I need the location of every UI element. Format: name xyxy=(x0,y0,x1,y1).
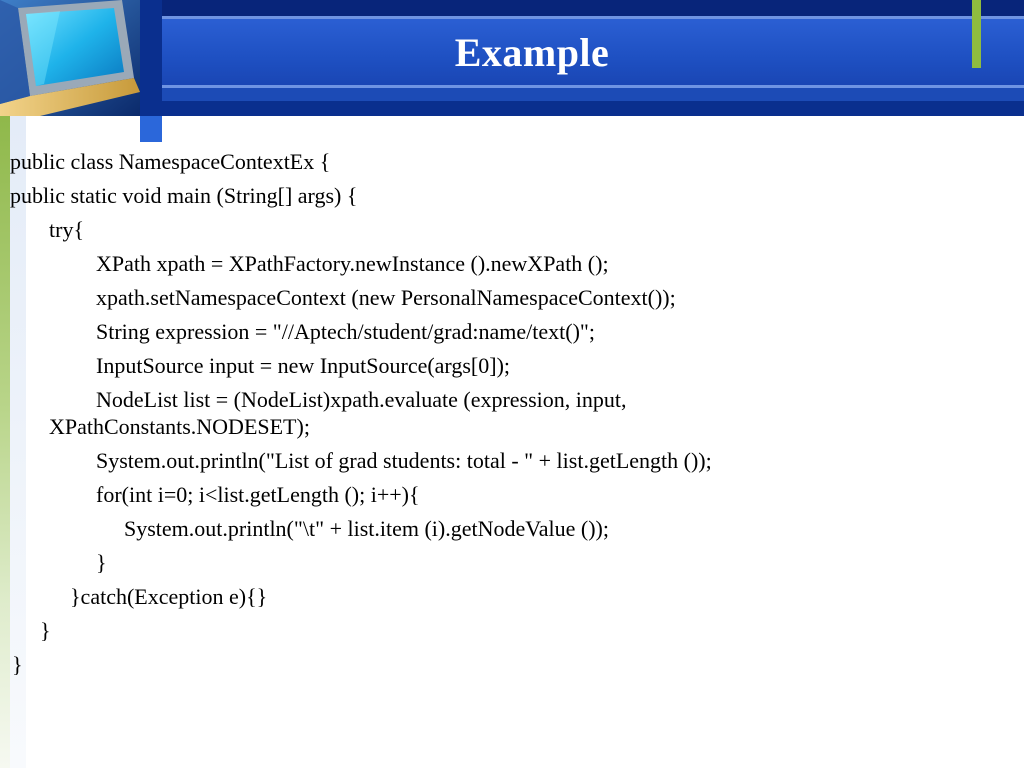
code-line: System.out.println("List of grad students: total - " + list.getLength ()); xyxy=(96,448,712,473)
code-line: System.out.println("\t" + list.item (i).getNodeValue ()); xyxy=(124,516,609,541)
code-line: public static void main (String[] args) { xyxy=(10,183,358,208)
code-line: XPathConstants.NODESET); xyxy=(49,414,310,439)
code-line: String expression = "//Aptech/student/grad:name/text()"; xyxy=(96,319,595,344)
code-line: } xyxy=(96,550,107,575)
slide-title: Example xyxy=(454,29,610,75)
code-line: NodeList list = (NodeList)xpath.evaluate (expression, input, xyxy=(96,387,627,412)
code-line: xpath.setNamespaceContext (new PersonalNamespaceContext()); xyxy=(96,285,676,310)
code-line: XPath xpath = XPathFactory.newInstance ().newXPath (); xyxy=(96,251,609,276)
code-line: for(int i=0; i<list.getLength (); i++){ xyxy=(96,482,420,507)
code-line: }catch(Exception e){} xyxy=(70,584,268,609)
code-line: try{ xyxy=(49,217,84,242)
code-line: } xyxy=(12,652,23,677)
code-line: InputSource input = new InputSource(args[0]); xyxy=(96,353,511,378)
code-line: } xyxy=(40,618,51,643)
code-line: public class NamespaceContextEx { xyxy=(10,149,331,174)
